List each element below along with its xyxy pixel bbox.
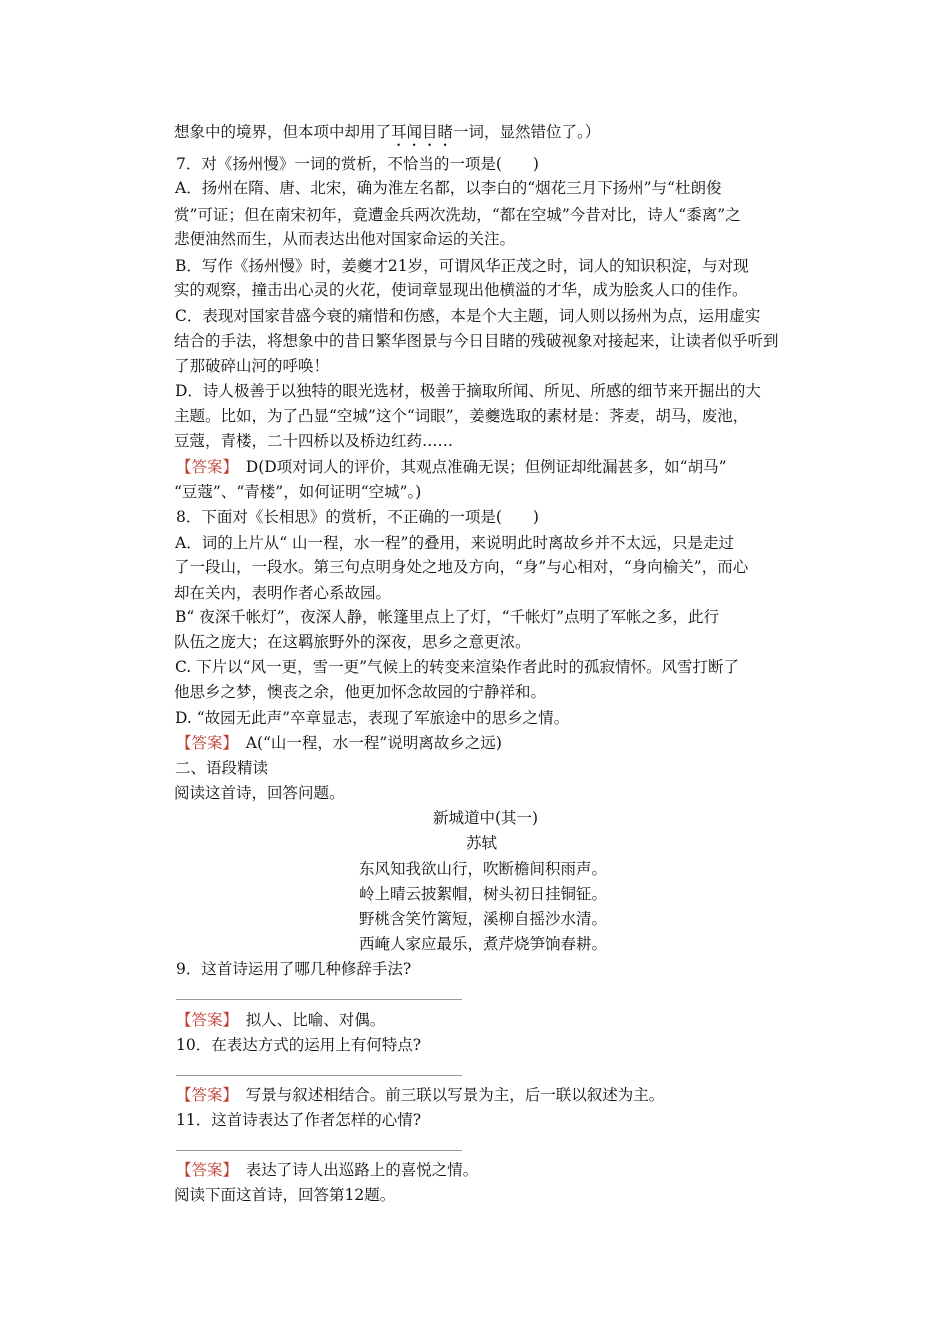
q7-answer-line2: “豆蔻”、“青楼”，如何证明“空城”。) [174,483,422,501]
q9-answer [176,1008,385,1032]
section-intro: 阅读这首诗，回答问题。 [174,784,345,802]
q8-option-b-line2: 队伍之庞大；在这羁旅野外的深夜，思乡之意更浓。 [174,633,531,651]
q11-answer-text: 表达了诗人出巡路上的喜悦之情。 [230,1161,479,1179]
q7-option-d-line2: 主题。比如，为了凸显“空城”这个“词眼”，姜夔选取的素材是：荠麦，胡马，废池， [174,407,749,425]
poem-line: 野桃含笑竹篱短，溪柳自摇沙水清。 [359,910,608,928]
q8-option-d: D. “故园无此声”卒章显志，表现了军旅途中的思乡之情。 [175,709,570,727]
q7-option-d-line3: 豆蔻，青楼，二十四桥以及桥边红药…… [174,432,454,450]
answer-tag: 【答案】 [176,1086,231,1104]
q11-answer [176,1158,478,1182]
q8-option-a-line2: 了一段山，一段水。第三句点明身处之地及方向，“身”与心相对，“身向榆关”，而心 [174,558,749,576]
poem-line: 岭上晴云披絮帽，树头初日挂铜钲。 [359,885,608,903]
q8-option-a-line1: A．词的上片从“ 山一程，水一程”的叠用，来说明此时离故乡并不太远，只是走过 [175,534,734,552]
q6-tail-line [174,120,600,150]
q7-option-b-line1: B．写作《扬州慢》时，姜夔才21岁，可谓风华正茂之时，词人的知识积淀，与对现 [175,257,749,275]
answer-blank-line [176,1075,462,1076]
poem-line: 东风知我欲山行，吹断檐间积雨声。 [359,860,608,878]
q7-option-a-line3: 悲便油然而生，从而表达出他对国家命运的关注。 [174,230,516,248]
poem-title: 新城道中(其一) [433,809,539,827]
q8-option-a-line3: 却在关内，表明作者心系故园。 [174,584,392,602]
answer-tag: 【答案】 [176,734,231,752]
q8-stem: 8．下面对《长相思》的赏析，不正确的一项是( ) [176,508,539,526]
answer-tag: 【答案】 [176,1011,231,1029]
poem-author: 苏轼 [466,834,498,852]
q10-answer [176,1083,664,1107]
q8-option-b-line1: B“ 夜深千帐灯”，夜深人静，帐篷里点上了灯，“千帐灯”点明了军帐之多，此行 [175,608,720,626]
q7-option-a-line2: 赏”可证；但在南宋初年，竟遭金兵两次洗劫，“都在空城”今昔对比，诗人“黍离”之 [174,206,741,224]
q6-tail-before: 想象中的境界，但本项中却用了 [174,123,392,141]
q6-tail-emphasis: 耳闻目睹 [391,123,454,141]
q8-answer-text: A(“山一程，水一程”说明离故乡之远) [230,734,502,752]
q11-stem: 11．这首诗表达了作者怎样的心情? [176,1111,422,1129]
q7-stem: 7．对《扬州慢》一词的赏析，不恰当的一项是( ) [176,155,539,173]
q9-stem: 9．这首诗运用了哪几种修辞手法? [176,960,412,978]
answer-blank-line [176,1150,462,1151]
answer-tag: 【答案】 [176,458,231,476]
q10-stem: 10．在表达方式的运用上有何特点? [176,1036,422,1054]
q7-option-c-line3: 了那破碎山河的呼唤！ [174,357,330,375]
answer-tag: 【答案】 [176,1161,231,1179]
q7-option-d-line1: D．诗人极善于以独特的眼光选材，极善于摘取所闻、所见、所感的细节来开掘出的大 [175,382,761,400]
q7-option-c-line2: 结合的手法，将想象中的昔日繁华图景与今日目睹的残破视象对接起来，让读者似乎听到 [174,332,779,350]
q7-answer-line1 [176,455,727,479]
q8-option-c-line2: 他思乡之梦，懊丧之余，他更加怀念故园的宁静祥和。 [174,683,547,701]
q7-option-b-line2: 实的观察，撞击出心灵的火花，使词章显现出他横溢的才华，成为脍炙人口的佳作。 [174,281,748,299]
q7-option-a-line1: A．扬州在隋、唐、北宋，确为淮左名都，以李白的“烟花三月下扬州”与“杜朗俊 [175,179,722,197]
q8-option-c-line1: C. 下片以“风一更，雪一更”气候上的转变来渲染作者此时的孤寂情怀。风雪打断了 [175,658,740,676]
poem-line: 西崦人家应最乐，煮芹烧笋饷春耕。 [359,935,608,953]
q6-tail-after: 一词，显然错位了。） [453,123,601,141]
q10-answer-text: 写景与叙述相结合。前三联以写景为主，后一联以叙述为主。 [230,1086,665,1104]
answer-blank-line [176,999,462,1000]
section-heading: 二、语段精读 [175,759,269,777]
closing-instruction: 阅读下面这首诗，回答第12题。 [174,1186,396,1204]
q7-answer-text: D(D项对词人的评价，其观点准确无误；但例证却纰漏甚多，如“胡马” [230,458,727,476]
q8-answer [176,731,502,755]
q7-option-c-line1: C．表现对国家昔盛今衰的痛惜和伤感，本是个大主题，词人则以扬州为点，运用虚实 [175,307,761,325]
q9-answer-text: 拟人、比喻、对偶。 [230,1011,386,1029]
